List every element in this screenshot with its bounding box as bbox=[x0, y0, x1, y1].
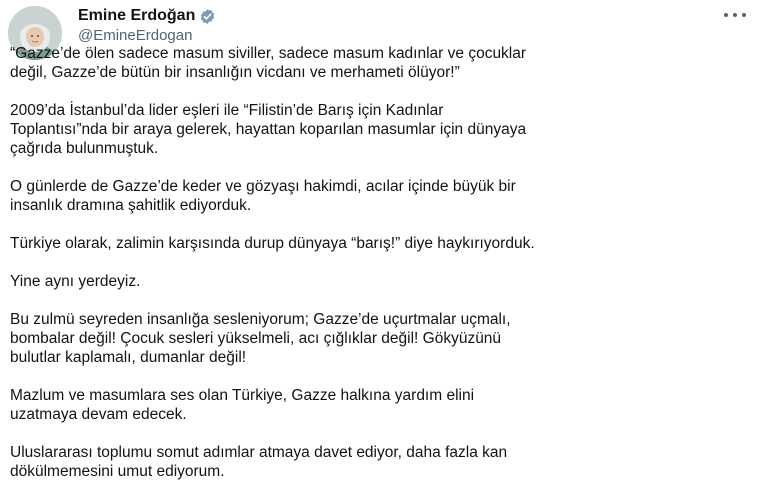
verified-badge-icon bbox=[199, 8, 216, 25]
tweet-paragraph: Bu zulmü seyreden insanlığa sesleniyorum; Gazze’de uçurtmalar uçmalı, bombalar değil! Çocuk sesleri yükselmeli, acı çığlıklar değil! Gökyüzünü bulutlar kaplamalı, dumanlar değil! bbox=[10, 311, 511, 366]
tweet-paragraph: “Gazze’de ölen sadece masum siviller, sadece masum kadınlar ve çocuklar değil, Gazze’de bütün bir insanlığın vicdanı ve merhameti ölüyor!” bbox=[10, 45, 527, 81]
more-horizontal-icon[interactable] bbox=[724, 10, 746, 20]
display-name[interactable]: Emine Erdoğan bbox=[78, 7, 196, 24]
tweet-header bbox=[78, 6, 216, 42]
tweet-paragraph: Mazlum ve masumlara ses olan Türkiye, Gazze halkına yardım elini uzatmaya devam edecek. bbox=[10, 387, 475, 423]
tweet-paragraph: Türkiye olarak, zalimin karşısında durup dünyaya “barış!” diye haykırıyorduk. bbox=[10, 235, 535, 252]
user-handle[interactable]: @EmineErdogan bbox=[78, 27, 193, 44]
tweet-paragraph: O günlerde de Gazze’de keder ve gözyaşı hakimdi, acılar içinde büyük bir insanlık dramına şahitlik ediyorduk. bbox=[10, 178, 516, 214]
name-row bbox=[78, 6, 216, 26]
tweet-paragraph: Yine aynı yerdeyiz. bbox=[10, 273, 141, 290]
tweet-paragraph: Uluslararası toplumu somut adımlar atmaya davet ediyor, daha fazla kan dökülmemesini umut ediyorum. bbox=[10, 444, 508, 480]
tweet-text bbox=[10, 44, 755, 481]
tweet-paragraph: 2009’da İstanbul’da lider eşleri ile “Filistin’de Barış için Kadınlar Toplantısı”nda bir araya gelerek, hayattan koparılan masumlar için dünyaya çağrıda bulunmuştuk. bbox=[10, 102, 527, 157]
